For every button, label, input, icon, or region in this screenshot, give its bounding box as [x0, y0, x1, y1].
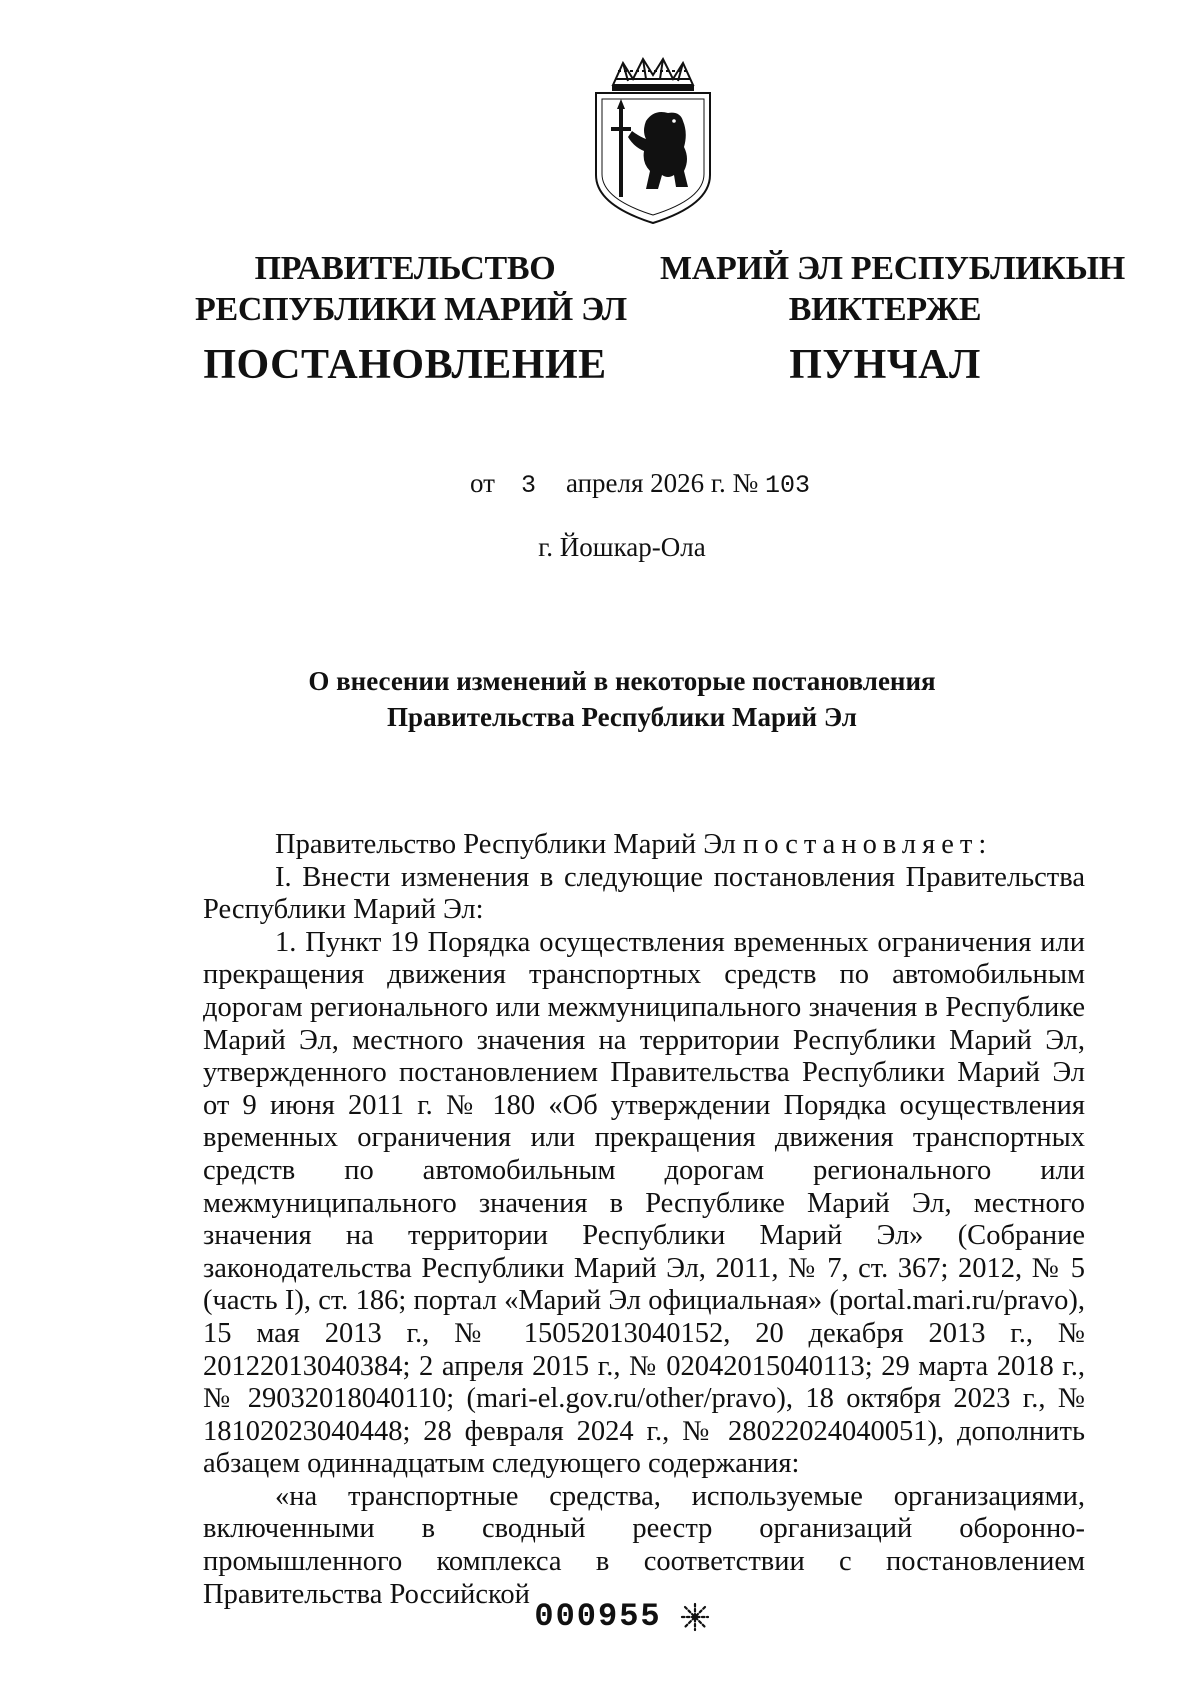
asterisk-mark-icon	[680, 1602, 710, 1632]
subject-line1: О внесении изменений в некоторые постановления	[308, 666, 936, 696]
footer	[0, 1598, 1200, 1635]
header-right	[660, 248, 1125, 390]
header-left-line2: РЕСПУБЛИКИ МАРИЙ ЭЛ	[195, 291, 627, 328]
serial-number: 000955	[534, 1598, 662, 1635]
subject-line2: Правительства Республики Марий Эл	[387, 702, 857, 732]
intro-paragraph	[203, 829, 1085, 862]
header-left-line1: ПРАВИТЕЛЬСТВО	[254, 250, 556, 287]
date-month-year: апреля 2026 г. №	[565, 468, 759, 498]
paragraph-3: «на транспортные средства, используемые организациями, включенными в сводный реестр организаций оборонно-промышленного комплекса в соответствии с постановлением Правительства Российской	[203, 1480, 1085, 1610]
date-day: 3	[520, 471, 536, 500]
city: г. Йошкар-Ола	[538, 532, 706, 562]
header-left	[195, 248, 627, 390]
paragraph-1: I. Внести изменения в следующие постановления Правительства Республики Марий Эл:	[203, 861, 1085, 926]
intro-decree-word: постановляет:	[743, 829, 993, 860]
header-right-line2: ВИКТЕРЖЕ	[788, 291, 982, 328]
paragraph-2: 1. Пункт 19 Порядка осуществления временных ограничения или прекращения движения транспортных средств по автомобильным дорогам регионального или межмуниципального значения в Республике Марий Эл, местного значения на территории Республики Марий Эл, утвержденного постановлением Правительства Республики Марий Эл от 9 июня 2011 г. № 180 «Об утверждении Порядка осуществления временных ограничения или прекращения движения транспортных средств по автомобильным дорогам регионального или межмуниципального значения в Республике Марий Эл, местного значения на территории Республики Марий Эл» (Собрание законодательства Республики Марий Эл, 2011, № 7, ст. 367; 2012, № 5 (часть I), ст. 186; портал «Марий Эл официальная» (portal.mari.ru/pravo), 15 мая 2013 г., № 15052013040152, 20 декабря 2013 г., № 20122013040384; 2 апреля 2015 г., № 02042015040113; 29 марта 2018 г., № 29032018040110; (mari-el.gov.ru/other/pravo), 18 октября 2023 г., № 18102023040448; 28 февраля 2024 г., № 28022024040051), дополнить абзацем одиннадцатым следующего содержания:	[203, 926, 1085, 1480]
header-left-doc-type: ПОСТАНОВЛЕНИЕ	[203, 342, 607, 388]
document-subject	[0, 663, 1200, 735]
document-body	[203, 829, 1085, 1611]
date-line	[470, 468, 810, 500]
header-right-doc-type: ПУНЧАЛ	[789, 342, 981, 388]
header-right-line1: МАРИЙ ЭЛ РЕСПУБЛИКЫН	[660, 250, 1125, 287]
coat-of-arms-emblem	[588, 55, 718, 227]
intro-text: Правительство Республики Марий Эл	[275, 829, 744, 860]
date-prefix: от	[470, 468, 495, 498]
document-number: 103	[764, 471, 810, 500]
